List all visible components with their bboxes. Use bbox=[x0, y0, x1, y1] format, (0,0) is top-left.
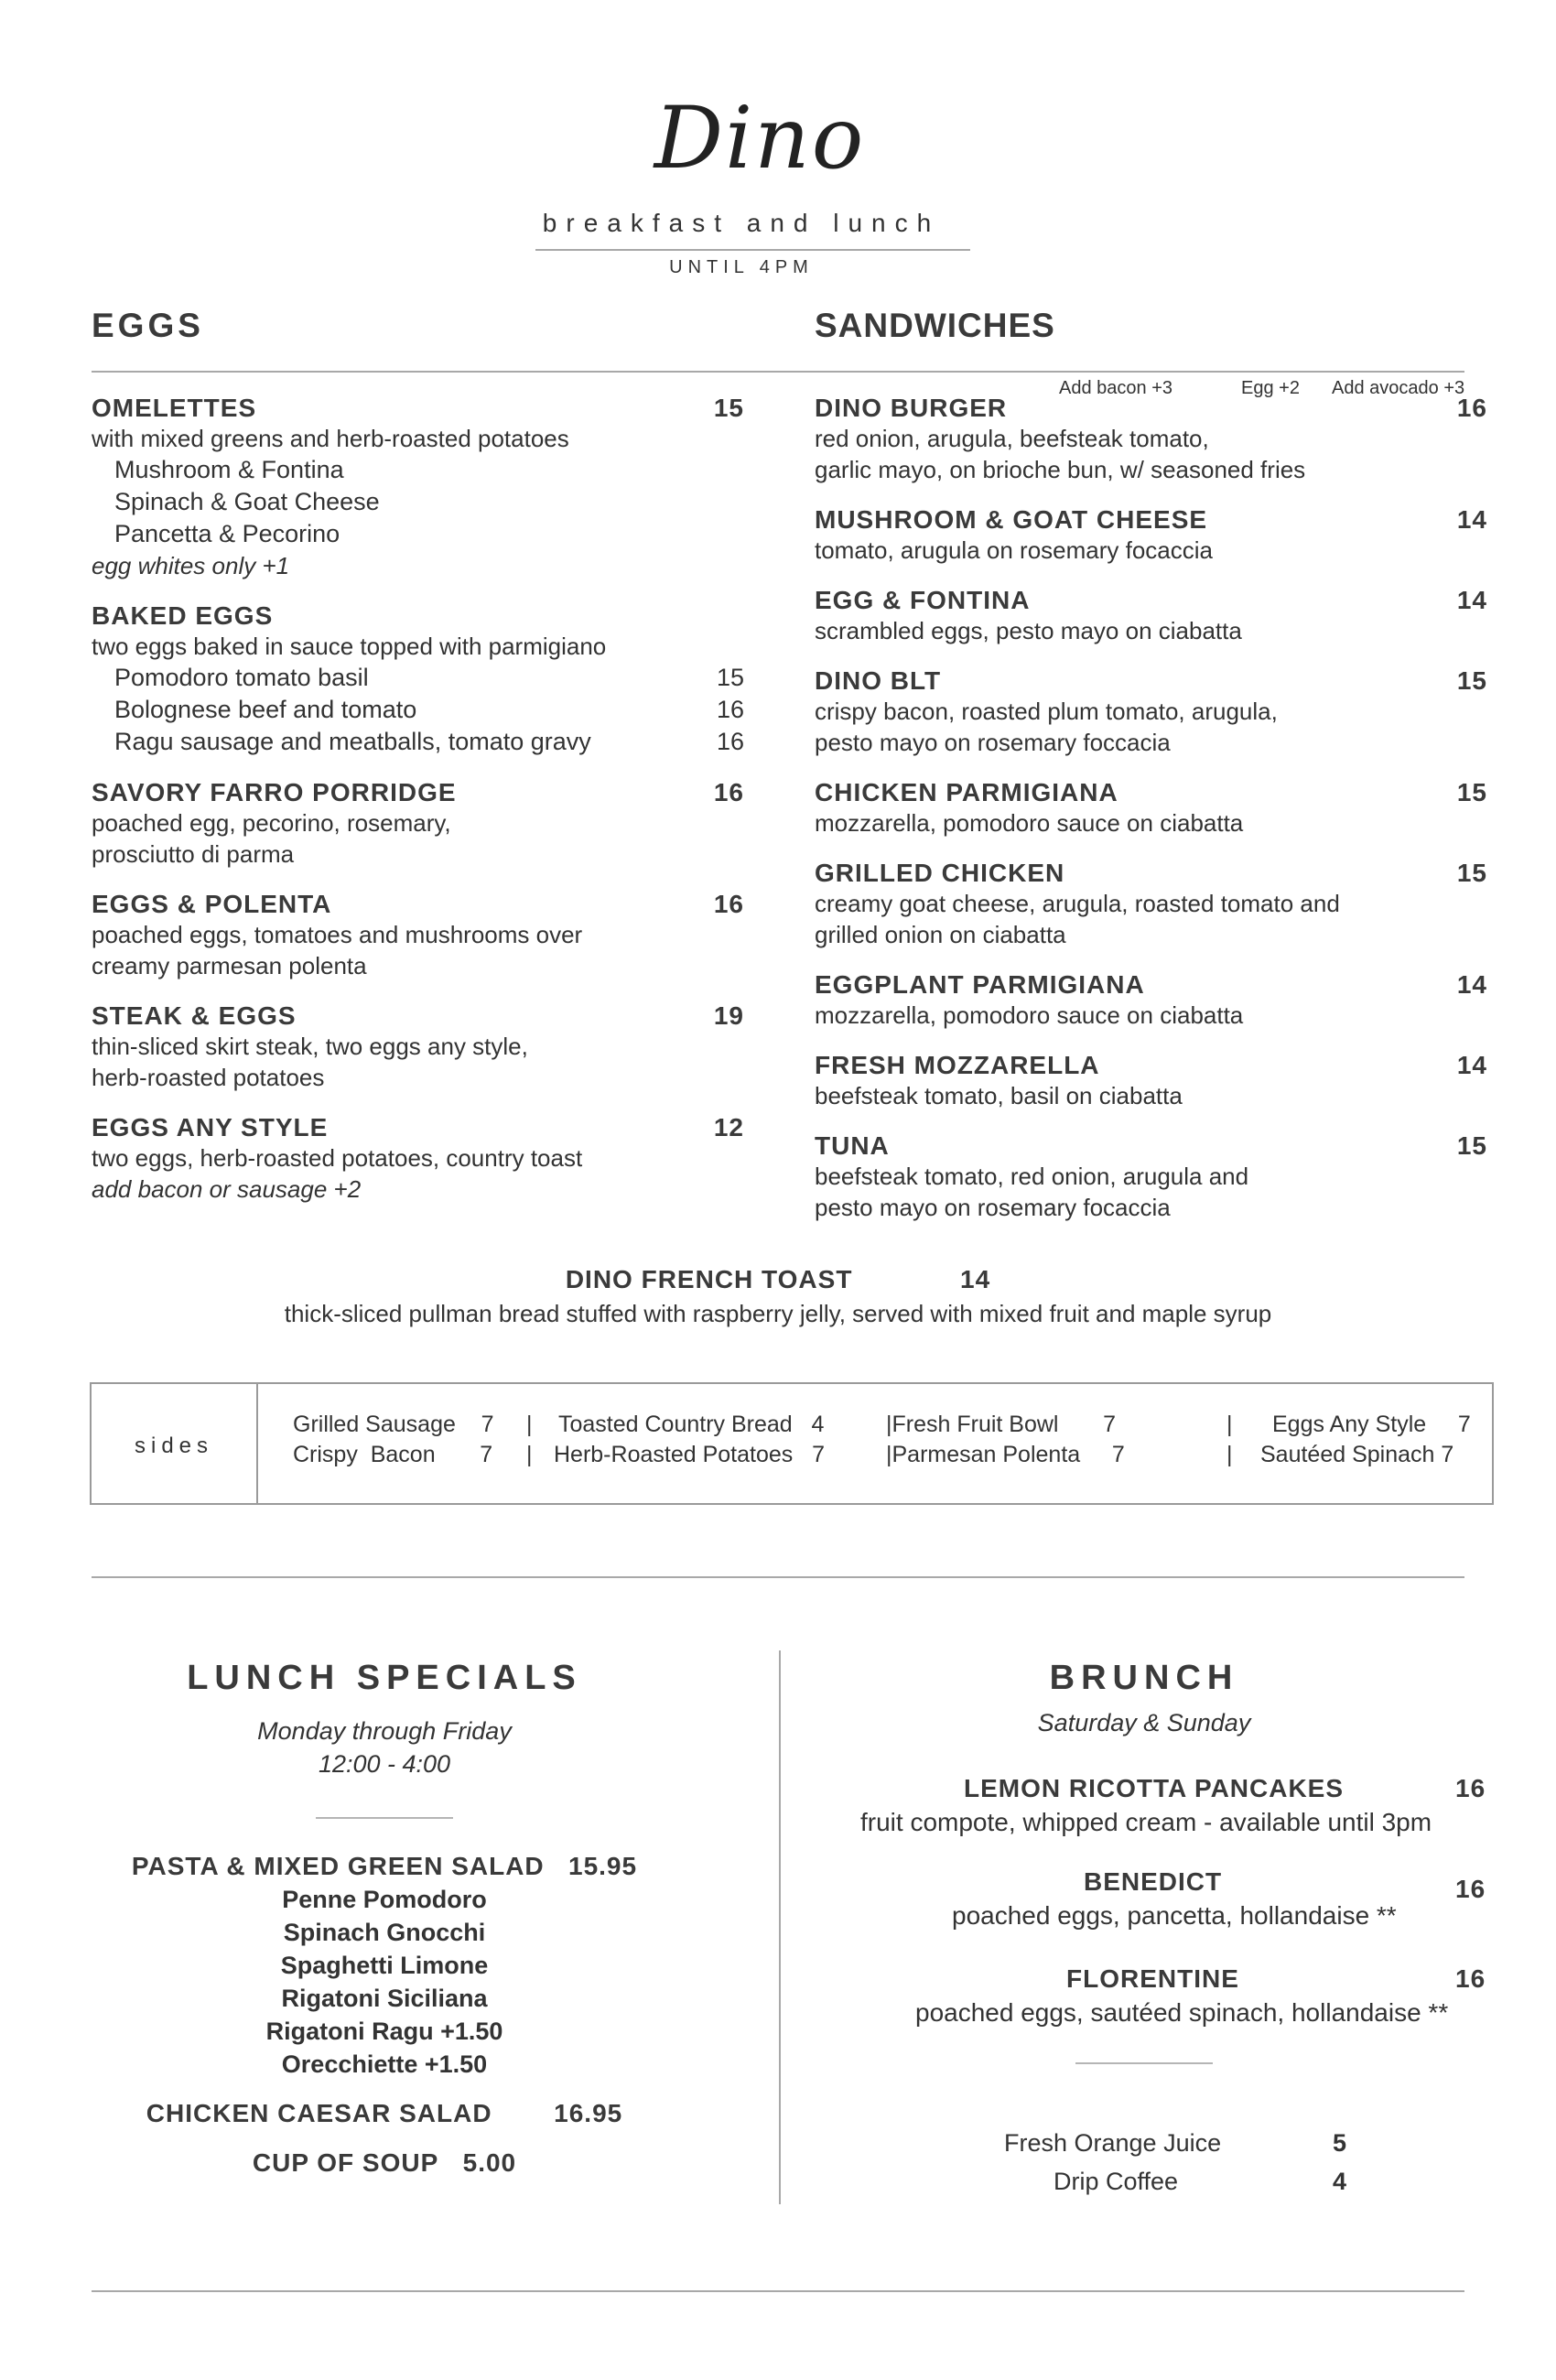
item-name: CHICKEN PARMIGIANA bbox=[815, 778, 1118, 806]
side-item: |Parmesan Polenta 7 bbox=[886, 1442, 1125, 1467]
lunch-divider bbox=[316, 1817, 453, 1819]
item-price: 14 bbox=[1456, 505, 1487, 534]
menu-item bbox=[92, 1001, 744, 1093]
addon-avocado: Add avocado +3 bbox=[1332, 378, 1465, 398]
brunch-divider bbox=[1075, 2062, 1213, 2064]
item-name: TUNA bbox=[815, 1131, 890, 1160]
item-name: BENEDICT bbox=[1084, 1867, 1223, 1896]
item-price: 19 bbox=[713, 1001, 744, 1030]
pasta-option: Penne Pomodoro bbox=[282, 1886, 487, 1913]
menu-item bbox=[92, 1113, 744, 1205]
eggs-menu bbox=[92, 394, 744, 1225]
item-name: CUP OF SOUP bbox=[252, 2148, 439, 2177]
menu-item-omelettes bbox=[92, 394, 744, 581]
item-price: 14 bbox=[1456, 1051, 1487, 1079]
item-description: two eggs, herb-roasted potatoes, country toast bbox=[92, 1144, 583, 1172]
item-name: EGG & FONTINA bbox=[815, 586, 1031, 614]
item-name: GRILLED CHICKEN bbox=[815, 859, 1065, 887]
item-description: two eggs baked in sauce topped with parmigiano bbox=[92, 633, 607, 660]
item-description: thick-sliced pullman bread stuffed with raspberry jelly, served with mixed fruit and maple syrup bbox=[284, 1300, 1272, 1327]
item-description: grilled onion on ciabatta bbox=[815, 921, 1066, 948]
french-toast-heading bbox=[92, 1265, 1464, 1294]
brunch-item bbox=[860, 1774, 1501, 1840]
baked-egg-option: Bolognese beef and tomato 16 bbox=[114, 696, 744, 723]
item-name: DINO FRENCH TOAST bbox=[565, 1265, 853, 1293]
side-item: |Fresh Fruit Bowl 7 bbox=[886, 1412, 1117, 1437]
item-price: 16 bbox=[1455, 1964, 1486, 1993]
side-item: Toasted Country Bread 4 bbox=[558, 1412, 825, 1437]
lunch-specials bbox=[128, 1659, 641, 2178]
pasta-option: Rigatoni Ragu +1.50 bbox=[265, 2018, 503, 2045]
item-name: EGGS & POLENTA bbox=[92, 890, 332, 918]
item-price: 15 bbox=[1456, 859, 1487, 887]
item-price: 16 bbox=[1455, 1774, 1486, 1802]
restaurant-subtitle: breakfast and lunch bbox=[542, 209, 941, 237]
menu-item-baked-eggs bbox=[92, 601, 744, 758]
brunch-item bbox=[915, 1964, 1501, 2030]
item-name: PASTA & MIXED GREEN SALAD bbox=[131, 1852, 545, 1880]
side-item: Grilled Sausage 7 bbox=[293, 1412, 494, 1437]
item-description: poached eggs, pancetta, hollandaise ** bbox=[952, 1901, 1397, 1930]
menu-item bbox=[815, 394, 1487, 485]
brunch-item-heading bbox=[860, 1774, 1501, 1803]
item-name: OMELETTES bbox=[92, 394, 257, 422]
item-description: red onion, arugula, beefsteak tomato, bbox=[815, 425, 1209, 452]
item-name: FLORENTINE bbox=[1066, 1964, 1239, 1993]
menu-item bbox=[92, 890, 744, 981]
item-description: mozzarella, pomodoro sauce on ciabatta bbox=[815, 1001, 1244, 1029]
baked-egg-option: Ragu sausage and meatballs, tomato gravy 16 bbox=[114, 728, 744, 755]
item-description: pesto mayo on rosemary focaccia bbox=[815, 1194, 1171, 1221]
soup-heading bbox=[128, 2148, 641, 2178]
side-item: Crispy Bacon 7 bbox=[293, 1442, 493, 1467]
menu-item bbox=[815, 970, 1487, 1031]
sides-box bbox=[90, 1382, 1494, 1505]
top-divider bbox=[92, 371, 1464, 373]
item-price: 14 bbox=[960, 1265, 991, 1293]
sides-separator: | bbox=[526, 1442, 533, 1467]
mid-divider bbox=[92, 1576, 1464, 1578]
menu-item bbox=[815, 778, 1487, 838]
item-description: beefsteak tomato, basil on ciabatta bbox=[815, 1082, 1183, 1109]
menu-item bbox=[815, 666, 1487, 758]
item-price: 5.00 bbox=[462, 2148, 517, 2177]
lunch-title: LUNCH SPECIALS bbox=[187, 1659, 582, 1697]
item-description: tomato, arugula on rosemary focaccia bbox=[815, 536, 1213, 564]
sides-separator: | bbox=[1226, 1412, 1233, 1437]
omelette-option: Mushroom & Fontina bbox=[114, 456, 344, 483]
sides-divider bbox=[256, 1384, 258, 1503]
item-name: FRESH MOZZARELLA bbox=[815, 1051, 1100, 1079]
item-description: herb-roasted potatoes bbox=[92, 1064, 325, 1091]
omelette-option: Pancetta & Pecorino bbox=[114, 520, 340, 547]
item-price: 16.95 bbox=[554, 2099, 623, 2127]
brunch-item bbox=[915, 1867, 1486, 1933]
item-name: MUSHROOM & GOAT CHEESE bbox=[815, 505, 1208, 534]
pasta-option: Spaghetti Limone bbox=[280, 1952, 489, 1979]
hours-note: UNTIL 4PM bbox=[669, 257, 814, 277]
sandwiches-section-title: SANDWICHES bbox=[815, 307, 1055, 344]
menu-item bbox=[815, 1051, 1487, 1111]
item-note: add bacon or sausage +2 bbox=[92, 1175, 362, 1203]
sides-label: sides bbox=[134, 1433, 214, 1458]
item-price: 14 bbox=[1456, 586, 1487, 614]
lunch-hours: 12:00 - 4:00 bbox=[318, 1750, 451, 1778]
menu-item bbox=[815, 1131, 1487, 1223]
restaurant-logo: Dino bbox=[654, 89, 866, 189]
brunch-title: BRUNCH bbox=[1049, 1659, 1239, 1697]
item-price: 15 bbox=[1456, 778, 1487, 806]
addon-egg: Egg +2 bbox=[1241, 378, 1300, 398]
item-description: thin-sliced skirt steak, two eggs any style, bbox=[92, 1033, 528, 1060]
menu-item bbox=[815, 859, 1487, 950]
item-price: 16 bbox=[713, 890, 744, 918]
item-description: crispy bacon, roasted plum tomato, arugula, bbox=[815, 698, 1278, 725]
sides-separator: | bbox=[526, 1412, 533, 1437]
menu-item bbox=[815, 586, 1487, 646]
item-description: with mixed greens and herb-roasted potatoes bbox=[92, 425, 569, 452]
item-name: LEMON RICOTTA PANCAKES bbox=[964, 1774, 1345, 1802]
pasta-option: Orecchiette +1.50 bbox=[281, 2050, 488, 2078]
item-description: prosciutto di parma bbox=[92, 840, 295, 868]
brunch-days: Saturday & Sunday bbox=[1037, 1709, 1251, 1736]
item-price: 15 bbox=[713, 394, 744, 422]
sandwiches-menu bbox=[815, 394, 1487, 1243]
item-price: 15 bbox=[1456, 1131, 1487, 1160]
brunch-item-heading bbox=[915, 1964, 1501, 1994]
menu-item bbox=[92, 778, 744, 870]
sides-separator: | bbox=[1226, 1442, 1233, 1467]
item-price: 16 bbox=[1456, 394, 1487, 422]
omelette-option: Spinach & Goat Cheese bbox=[114, 488, 380, 515]
baked-egg-option: Pomodoro tomato basil 15 bbox=[114, 664, 744, 691]
bottom-divider bbox=[92, 2290, 1464, 2292]
item-price: 12 bbox=[713, 1113, 744, 1141]
item-price: 15.95 bbox=[568, 1852, 638, 1880]
side-item: Herb-Roasted Potatoes 7 bbox=[554, 1442, 825, 1467]
caesar-heading bbox=[128, 2099, 641, 2128]
pasta-salad-heading bbox=[128, 1852, 641, 1881]
pasta-option: Spinach Gnocchi bbox=[283, 1919, 486, 1946]
item-description: beefsteak tomato, red onion, arugula and bbox=[815, 1163, 1249, 1190]
brunch-item-heading bbox=[915, 1867, 1486, 1903]
pasta-option: Rigatoni Siciliana bbox=[281, 1985, 488, 2012]
item-description: poached eggs, tomatoes and mushrooms over bbox=[92, 921, 583, 948]
item-description: poached eggs, sautéed spinach, hollandaise ** bbox=[915, 1998, 1449, 2027]
item-name: DINO BLT bbox=[815, 666, 942, 695]
item-price: 16 bbox=[1455, 1875, 1486, 1903]
french-toast-feature bbox=[92, 1265, 1464, 1329]
menu-item bbox=[815, 505, 1487, 566]
item-name: BAKED EGGS bbox=[92, 601, 274, 630]
item-name: EGGS ANY STYLE bbox=[92, 1113, 329, 1141]
item-note: egg whites only +1 bbox=[92, 552, 290, 579]
item-name: SAVORY FARRO PORRIDGE bbox=[92, 778, 457, 806]
header-divider bbox=[535, 249, 970, 251]
side-item: Eggs Any Style 7 bbox=[1272, 1412, 1471, 1437]
item-name: STEAK & EGGS bbox=[92, 1001, 297, 1030]
drink-price: 5 bbox=[1333, 2129, 1348, 2157]
item-name: CHICKEN CAESAR SALAD bbox=[146, 2099, 492, 2127]
item-description: creamy goat cheese, arugula, roasted tomato and bbox=[815, 890, 1340, 917]
vertical-divider bbox=[779, 1650, 781, 2204]
item-description: mozzarella, pomodoro sauce on ciabatta bbox=[815, 809, 1244, 837]
item-description: pesto mayo on rosemary foccacia bbox=[815, 729, 1171, 756]
item-name: EGGPLANT PARMIGIANA bbox=[815, 970, 1145, 999]
side-item: Sautéed Spinach 7 bbox=[1260, 1442, 1454, 1467]
drink-price: 4 bbox=[1333, 2168, 1348, 2195]
item-description: garlic mayo, on brioche bun, w/ seasoned fries bbox=[815, 456, 1306, 483]
item-price: 15 bbox=[1456, 666, 1487, 695]
item-price: 14 bbox=[1456, 970, 1487, 999]
drink-name: Fresh Orange Juice bbox=[1004, 2129, 1222, 2157]
lunch-days: Monday through Friday bbox=[257, 1717, 512, 1745]
eggs-section-title: EGGS bbox=[92, 307, 204, 344]
addon-bacon: Add bacon +3 bbox=[1059, 378, 1172, 398]
drink-name: Drip Coffee bbox=[1054, 2168, 1179, 2195]
item-price: 16 bbox=[713, 778, 744, 806]
item-name: DINO BURGER bbox=[815, 394, 1008, 422]
item-description: scrambled eggs, pesto mayo on ciabatta bbox=[815, 617, 1242, 644]
item-description: fruit compote, whipped cream - available until 3pm bbox=[860, 1808, 1432, 1836]
item-description: poached egg, pecorino, rosemary, bbox=[92, 809, 451, 837]
item-description: creamy parmesan polenta bbox=[92, 952, 367, 979]
